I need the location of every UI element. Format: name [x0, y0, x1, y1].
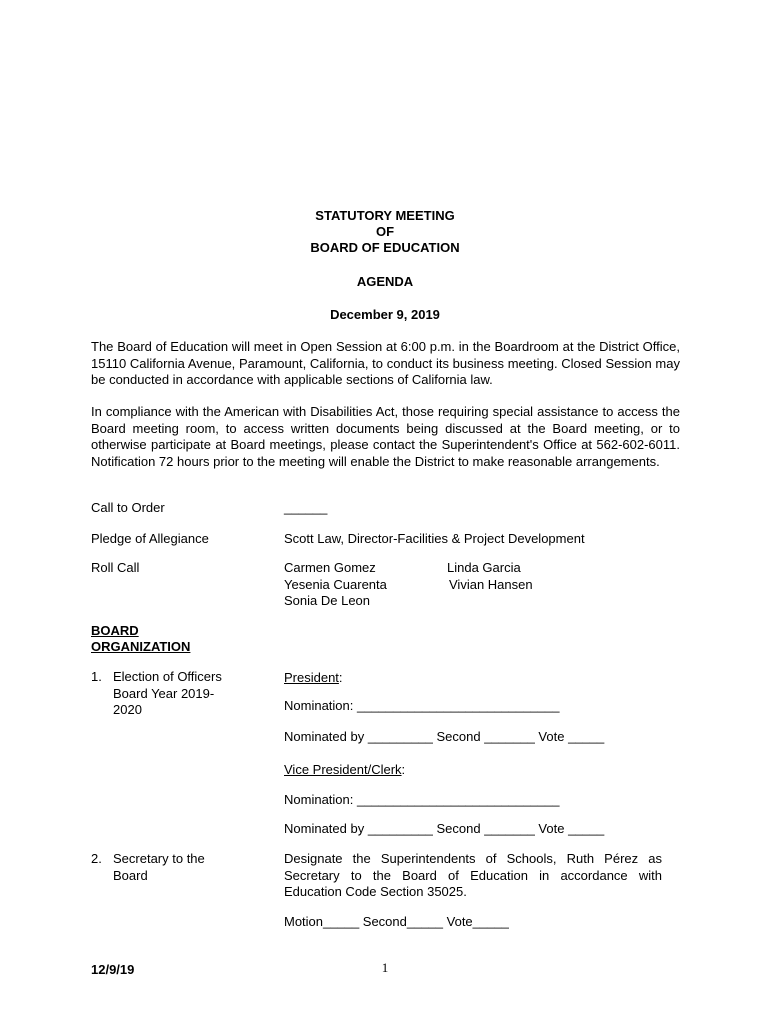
- president-nomination: Nomination: ____________________________: [284, 698, 560, 713]
- item-number: 1.: [91, 669, 102, 684]
- call-to-order-label: Call to Order: [91, 500, 165, 515]
- president-colon: :: [338, 670, 343, 685]
- secretary-designation-text: Designate the Superintendents of Schools, Ruth Pérez as Secretary to the Board of Education in accordance with Education Code Section 35025.: [284, 851, 662, 899]
- section-heading-board: BOARD: [91, 623, 139, 638]
- board-member: Sonia De Leon: [284, 593, 371, 608]
- board-member: Linda Garcia: [447, 560, 521, 575]
- meeting-date: December 9, 2019: [330, 307, 440, 322]
- item-title-line: 2020: [113, 702, 142, 717]
- title-board-of-education: BOARD OF EDUCATION: [310, 240, 460, 255]
- page-number: 1: [381, 960, 389, 975]
- roll-call-column-2: [447, 560, 533, 593]
- call-to-order-blank: ______: [284, 500, 328, 515]
- intro-paragraph-2: In compliance with the American with Disabilities Act, those requiring special assistance to access the Board meeting room, to access written documents being discussed at the Board meeting, or to otherwise participate at Board meetings, please contact the Superintendent's Office at 562-602-6011. Notification 72 hours prior to the meeting will enable the District to make reasonable arrangements.: [91, 404, 680, 469]
- board-member: Vivian Hansen: [449, 576, 533, 592]
- item-number: 2.: [91, 851, 102, 866]
- secretary-motion-line: Motion_____ Second_____ Vote_____: [284, 914, 509, 929]
- vice-president-nomination: Nomination: ____________________________: [284, 792, 560, 807]
- item-title-line: Secretary to the: [113, 851, 205, 866]
- agenda-item-1-title: [91, 669, 241, 719]
- vice-president-label: Vice President/Clerk: [284, 762, 402, 777]
- item-title-line: Election of Officers: [113, 669, 222, 684]
- title-of: OF: [375, 224, 395, 239]
- board-member: Carmen Gomez: [284, 560, 376, 575]
- pledge-leader: Scott Law, Director-Facilities & Project Development: [284, 531, 585, 546]
- roll-call-label: Roll Call: [91, 560, 140, 575]
- section-heading-organization: ORGANIZATION: [91, 639, 191, 654]
- president-heading: [284, 670, 343, 687]
- vice-president-heading: [284, 762, 405, 779]
- board-member: Yesenia Cuarenta: [284, 576, 387, 592]
- item-title-line: Board: [113, 867, 148, 883]
- agenda-item-2-title: [91, 851, 241, 884]
- vice-president-vote-line: Nominated by _________ Second _______ Vote _____: [284, 821, 605, 836]
- president-vote-line: Nominated by _________ Second _______ Vote _____: [284, 729, 605, 744]
- title-statutory-meeting: STATUTORY MEETING: [315, 208, 455, 223]
- footer-date: 12/9/19: [91, 962, 135, 977]
- president-label: President: [284, 670, 339, 685]
- vice-president-colon: :: [401, 762, 406, 777]
- item-title-line: Board Year 2019-: [113, 685, 215, 701]
- pledge-label: Pledge of Allegiance: [91, 531, 209, 546]
- agenda-heading: AGENDA: [356, 274, 414, 289]
- roll-call-column-1: [284, 560, 387, 610]
- intro-paragraph-1: The Board of Education will meet in Open Session at 6:00 p.m. in the Boardroom at the District Office, 15110 California Avenue, Paramount, California, to conduct its business meeting. Closed Session may be conducted in accordance with applicable sections of California law.: [91, 339, 680, 387]
